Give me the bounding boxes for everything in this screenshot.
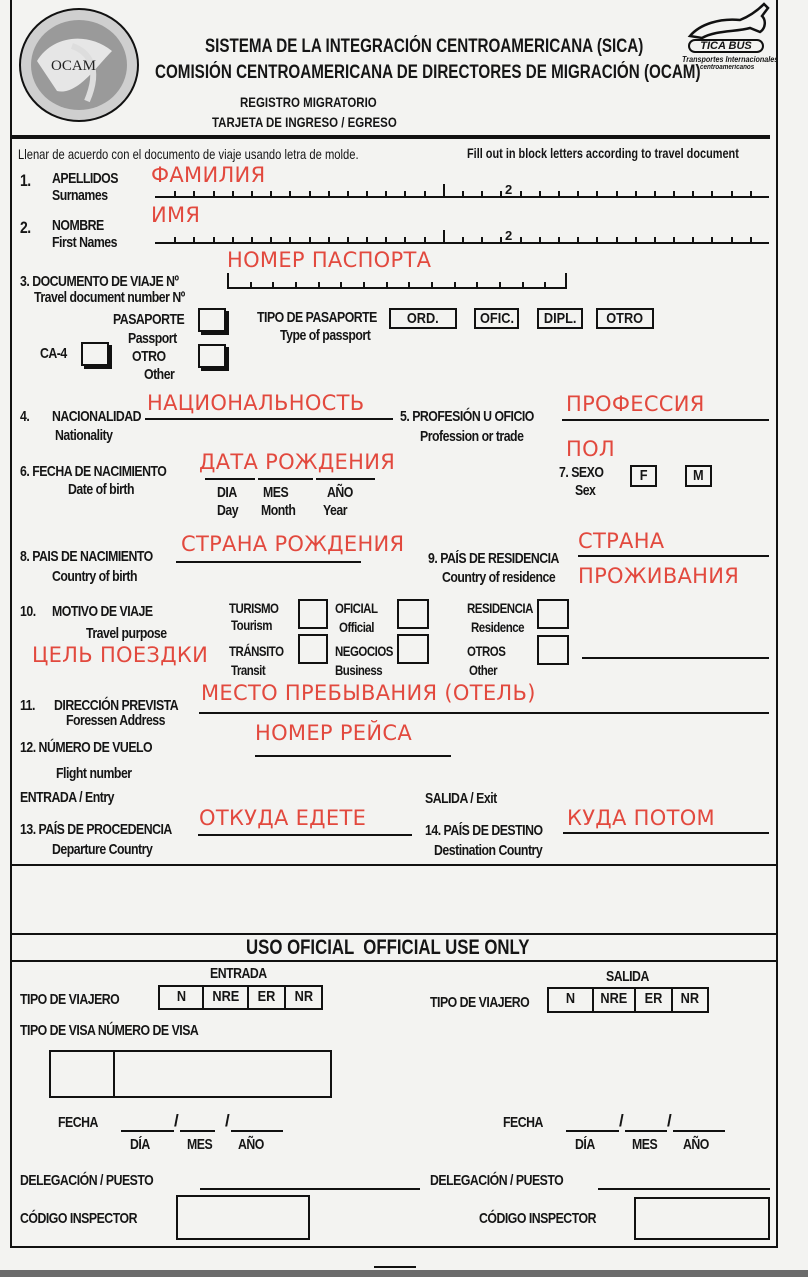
exit-traveler-nr[interactable]: NR	[680, 990, 700, 1007]
flight-hint: НОМЕР РЕЙСА	[255, 721, 413, 745]
form-bottom-border	[10, 1246, 778, 1248]
exit-date-slash-1: /	[619, 1111, 624, 1130]
comb-tick	[616, 237, 618, 244]
comb-tick	[711, 237, 713, 244]
comb-tick	[386, 282, 388, 289]
purpose-business-en: Business	[335, 662, 383, 678]
page-footer-mark	[374, 1266, 416, 1268]
exit-codigo-label: CÓDIGO INSPECTOR	[479, 1210, 596, 1227]
comb-tick	[500, 191, 502, 198]
section-divider-1	[10, 864, 778, 866]
first-names-marker: 2	[505, 228, 513, 243]
entry-year-label: AÑO	[238, 1136, 264, 1153]
passport-type-otro[interactable]: OTRO	[596, 308, 654, 329]
residence-country-label-es: 9. PAÍS DE RESIDENCIA	[428, 550, 559, 567]
comb-tick	[635, 191, 637, 198]
exit-traveler-type-options	[547, 987, 709, 1013]
comb-tick	[193, 237, 195, 244]
nationality-label-es: NACIONALIDAD	[52, 408, 142, 425]
residence-country-label-en: Country of residence	[442, 569, 556, 586]
exit-traveler-nre[interactable]: NRE	[594, 989, 636, 1011]
sex-label-en: Sex	[575, 482, 596, 499]
entry-traveler-type-label: TIPO DE VIAJERO	[20, 991, 120, 1008]
destination-country-label-en: Destination Country	[434, 842, 543, 859]
purpose-other-en: Other	[469, 662, 498, 678]
birth-country-hint: СТРАНА РОЖДЕНИЯ	[181, 532, 405, 556]
comb-tick	[539, 237, 541, 244]
exit-month-input[interactable]	[625, 1130, 667, 1132]
comb-tick	[363, 282, 365, 289]
address-label-es: DIRECCIÓN PREVISTA	[54, 697, 179, 714]
birth-day-label-es: DIA	[217, 484, 237, 501]
passport-type-ofic[interactable]: OFIC.	[474, 308, 519, 329]
nationality-label-en: Nationality	[55, 427, 113, 444]
nationality-hint: НАЦИОНАЛЬНОСТЬ	[147, 391, 365, 415]
birth-country-label-es: 8. PAIS DE NACIMIENTO	[20, 548, 153, 565]
nationality-input[interactable]	[145, 418, 393, 420]
nationality-num: 4.	[20, 408, 30, 425]
first-names-num: 2.	[20, 218, 31, 237]
exit-label: SALIDA / Exit	[425, 790, 497, 807]
ocam-logo	[17, 6, 141, 124]
residence-country-input[interactable]	[578, 555, 769, 557]
comb-tick	[558, 191, 560, 198]
surnames-num: 1.	[20, 171, 31, 190]
comb-tick	[616, 191, 618, 198]
instructions-en: Fill out in block letters according to travel document	[467, 145, 739, 161]
comb-tick	[577, 237, 579, 244]
birth-day-label-en: Day	[217, 502, 239, 519]
comb-tick	[431, 282, 433, 289]
page-edge	[0, 1270, 808, 1277]
entry-day-label: DÍA	[130, 1136, 150, 1153]
visa-label: TIPO DE VISA NÚMERO DE VISA	[20, 1022, 199, 1039]
passport-type-dipl[interactable]: DIPL.	[537, 308, 583, 329]
flight-input[interactable]	[255, 755, 451, 757]
first-names-hint: ИМЯ	[151, 203, 201, 227]
birth-country-input[interactable]	[176, 561, 361, 563]
comb-tick	[251, 237, 253, 244]
travel-doc-input[interactable]	[227, 273, 567, 289]
comb-tick	[366, 191, 368, 198]
birth-date-label-en: Date of birth	[68, 481, 135, 498]
address-num: 11.	[20, 697, 35, 714]
entry-date-slash-1: /	[174, 1111, 179, 1130]
official-salida-label: SALIDA	[606, 968, 649, 985]
comb-tick	[522, 282, 524, 289]
birth-year-input[interactable]	[316, 478, 375, 480]
travel-purpose-num: 10.	[20, 603, 36, 620]
birth-month-label-en: Month	[261, 502, 296, 519]
comb-tick	[424, 191, 426, 198]
entry-traveler-nre[interactable]: NRE	[204, 987, 249, 1008]
purpose-transit-es: TRÁNSITO	[229, 643, 284, 659]
comb-tick	[750, 191, 752, 198]
surnames-hint: ФАМИЛИЯ	[151, 163, 266, 187]
travel-purpose-label-en: Travel purpose	[86, 625, 167, 642]
comb-tick	[673, 237, 675, 244]
destination-country-label-es: 14. PAÍS DE DESTINO	[425, 822, 543, 839]
sex-m-checkbox[interactable]: M	[685, 465, 712, 487]
header-title-sica: SISTEMA DE LA INTEGRACIÓN CENTROAMERICANA (SICA)	[205, 36, 644, 57]
profession-hint: ПРОФЕССИЯ	[566, 392, 705, 416]
entry-month-input[interactable]	[180, 1130, 215, 1132]
sex-f-checkbox[interactable]: F	[630, 465, 657, 487]
entry-traveler-n[interactable]: N	[160, 987, 204, 1008]
entry-traveler-er[interactable]: ER	[249, 987, 286, 1008]
exit-year-input[interactable]	[673, 1130, 725, 1132]
official-entrada-label: ENTRADA	[210, 965, 267, 982]
comb-tick	[711, 191, 713, 198]
departure-country-label-en: Departure Country	[52, 841, 153, 858]
residence-country-hint-1: СТРАНА	[578, 529, 665, 553]
travel-doc-label-en: Travel document number Nº	[34, 289, 185, 306]
purpose-official-en: Official	[339, 619, 374, 635]
comb-tick	[251, 191, 253, 198]
visa-number-input[interactable]	[115, 1052, 330, 1096]
comb-tick	[232, 191, 234, 198]
exit-fecha-label: FECHA	[503, 1114, 543, 1131]
comb-tick	[340, 282, 342, 289]
entry-codigo-input[interactable]	[176, 1195, 310, 1240]
comb-tick	[731, 237, 733, 244]
header-divider	[10, 135, 770, 139]
visa-type-input[interactable]	[51, 1052, 115, 1096]
header-title-ocam: COMISIÓN CENTROAMERICANA DE DIRECTORES DE MIGRACIÓN (OCAM)	[155, 62, 701, 83]
ocam-logo-text: OCAM	[51, 58, 97, 74]
sex-hint: ПОЛ	[566, 437, 616, 461]
comb-tick	[635, 237, 637, 244]
header-registro: REGISTRO MIGRATORIO	[240, 94, 377, 110]
form-right-border	[776, 0, 778, 1247]
section-divider-3	[10, 960, 778, 962]
comb-tick	[596, 237, 598, 244]
entry-traveler-nr[interactable]: NR	[294, 988, 313, 1005]
comb-tick	[520, 191, 522, 198]
comb-tick	[385, 191, 387, 198]
purpose-tourism-en: Tourism	[231, 617, 272, 633]
destination-country-hint: КУДА ПОТОМ	[567, 806, 715, 830]
profession-label-es: 5. PROFESIÓN U OFICIO	[400, 408, 534, 425]
comb-tick	[520, 237, 522, 244]
other-doc-label: Other	[144, 366, 175, 383]
exit-month-label: MES	[632, 1136, 658, 1153]
comb-tick	[193, 191, 195, 198]
sex-label-es: 7. SEXO	[559, 464, 604, 481]
profession-label-en: Profession or trade	[420, 428, 524, 445]
flight-label-en: Flight number	[56, 765, 132, 782]
address-input[interactable]	[199, 712, 769, 714]
purpose-tourism-es: TURISMO	[229, 600, 279, 616]
comb-tick	[481, 191, 483, 198]
entry-year-input[interactable]	[231, 1130, 283, 1132]
first-names-input[interactable]	[155, 228, 769, 244]
purpose-official-checkbox[interactable]	[397, 599, 429, 629]
comb-tick	[347, 191, 349, 198]
travel-doc-hint: НОМЕР ПАСПОРТА	[227, 248, 432, 272]
entry-fecha-label: FECHA	[58, 1114, 98, 1131]
departure-country-hint: ОТКУДА ЕДЕТЕ	[199, 806, 367, 830]
comb-tick	[328, 191, 330, 198]
purpose-residence-checkbox[interactable]	[537, 599, 569, 629]
passport-label: Passport	[128, 330, 177, 347]
instructions-es: Llenar de acuerdo con el documento de viaje usando letra de molde.	[18, 146, 359, 162]
comb-tick	[558, 237, 560, 244]
comb-tick	[443, 184, 445, 198]
purpose-residence-en: Residence	[471, 619, 525, 635]
comb-tick	[481, 237, 483, 244]
comb-tick	[424, 237, 426, 244]
section-divider-2	[10, 933, 778, 935]
travel-purpose-hint: ЦЕЛЬ ПОЕЗДКИ	[32, 643, 209, 667]
exit-date-slash-2: /	[667, 1111, 672, 1130]
comb-tick	[213, 191, 215, 198]
exit-day-label: DÍA	[575, 1136, 595, 1153]
comb-tick	[328, 237, 330, 244]
comb-tick	[318, 282, 320, 289]
comb-tick	[750, 237, 752, 244]
birth-year-label-es: AÑO	[327, 484, 353, 501]
surnames-input[interactable]	[155, 182, 769, 198]
comb-tick	[454, 282, 456, 289]
comb-tick	[408, 282, 410, 289]
comb-tick	[577, 191, 579, 198]
exit-delegacion-label: DELEGACIÓN / PUESTO	[430, 1172, 564, 1189]
profession-input[interactable]	[562, 419, 769, 421]
comb-tick	[539, 191, 541, 198]
comb-tick	[295, 282, 297, 289]
birth-year-label-en: Year	[323, 502, 348, 519]
comb-tick	[366, 237, 368, 244]
exit-delegacion-input[interactable]	[598, 1188, 770, 1190]
comb-tick	[270, 191, 272, 198]
departure-country-input[interactable]	[198, 834, 412, 836]
comb-tick	[289, 191, 291, 198]
comb-tick	[692, 191, 694, 198]
purpose-tourism-checkbox[interactable]	[298, 599, 328, 629]
comb-tick	[232, 237, 234, 244]
surnames-marker: 2	[505, 182, 513, 197]
official-use-title: USO OFICIAL OFFICIAL USE ONLY	[246, 936, 530, 959]
passport-type-label-es: TIPO DE PASAPORTE	[257, 309, 377, 326]
comb-tick	[250, 282, 252, 289]
departure-country-label-es: 13. PAÍS DE PROCEDENCIA	[20, 821, 172, 838]
comb-tick	[500, 237, 502, 244]
purpose-other-es: OTROS	[467, 643, 506, 659]
comb-tick	[309, 237, 311, 244]
pasaporte-checkbox[interactable]	[198, 308, 226, 332]
exit-year-label: AÑO	[683, 1136, 709, 1153]
comb-tick	[476, 282, 478, 289]
birth-date-hint: ДАТА РОЖДЕНИЯ	[199, 450, 396, 474]
entry-delegacion-input[interactable]	[200, 1188, 420, 1190]
comb-tick	[404, 237, 406, 244]
tica-bus-badge	[688, 39, 764, 53]
purpose-other-input[interactable]	[582, 657, 769, 659]
comb-tick	[654, 237, 656, 244]
birth-month-input[interactable]	[258, 478, 313, 480]
birth-date-input[interactable]	[205, 464, 375, 480]
comb-tick	[692, 237, 694, 244]
destination-country-input[interactable]	[563, 832, 769, 834]
entry-label: ENTRADA / Entry	[20, 789, 114, 806]
comb-tick	[731, 191, 733, 198]
comb-tick	[462, 191, 464, 198]
entry-month-label: MES	[187, 1136, 213, 1153]
address-hint: МЕСТО ПРЕБЫВАНИЯ (ОТЕЛЬ)	[201, 681, 536, 705]
purpose-residence-es: RESIDENCIA	[467, 600, 533, 616]
entry-delegacion-label: DELEGACIÓN / PUESTO	[20, 1172, 154, 1189]
exit-traveler-n[interactable]: N	[549, 989, 594, 1011]
form-left-border	[10, 0, 12, 1247]
purpose-other-checkbox[interactable]	[537, 635, 569, 665]
otro-doc-label: OTRO	[132, 348, 166, 365]
comb-tick	[309, 191, 311, 198]
comb-tick	[544, 282, 546, 289]
entry-day-input[interactable]	[121, 1130, 174, 1132]
first-names-label-en: First Names	[52, 234, 118, 251]
birth-country-label-en: Country of birth	[52, 568, 138, 585]
exit-codigo-input[interactable]	[634, 1197, 770, 1240]
purpose-official-es: OFICIAL	[335, 600, 378, 616]
comb-tick	[499, 282, 501, 289]
travel-doc-label-es: 3. DOCUMENTO DE VIAJE Nº	[20, 273, 179, 290]
comb-tick	[385, 237, 387, 244]
tica-bus-sub2: centroamericanos	[700, 64, 755, 71]
comb-tick	[174, 237, 176, 244]
tica-bus-name: TICA BUS	[700, 40, 752, 52]
comb-tick	[443, 230, 445, 244]
purpose-transit-en: Transit	[231, 662, 266, 678]
exit-day-input[interactable]	[566, 1130, 619, 1132]
purpose-transit-checkbox[interactable]	[298, 634, 328, 664]
comb-tick	[272, 282, 274, 289]
ca4-checkbox[interactable]	[81, 342, 109, 366]
first-names-label-es: NOMBRE	[52, 217, 104, 234]
comb-tick	[213, 237, 215, 244]
birth-day-input[interactable]	[205, 478, 255, 480]
comb-tick	[270, 237, 272, 244]
visa-input-box	[49, 1050, 332, 1098]
entry-codigo-label: CÓDIGO INSPECTOR	[20, 1210, 137, 1227]
comb-tick	[654, 191, 656, 198]
exit-traveler-er[interactable]: ER	[636, 989, 673, 1011]
comb-tick	[347, 237, 349, 244]
purpose-business-es: NEGOCIOS	[335, 643, 393, 659]
birth-month-label-es: MES	[263, 484, 289, 501]
otro-doc-checkbox[interactable]	[198, 344, 226, 368]
comb-tick	[462, 237, 464, 244]
purpose-business-checkbox[interactable]	[397, 634, 429, 664]
entry-traveler-type-options	[158, 985, 323, 1010]
surnames-label-en: Surnames	[52, 187, 108, 204]
exit-traveler-type-label: TIPO DE VIAJERO	[430, 994, 530, 1011]
birth-date-label-es: 6. FECHA DE NACIMIENTO	[20, 463, 167, 480]
flight-label-es: 12. NÚMERO DE VUELO	[20, 739, 153, 756]
comb-tick	[289, 237, 291, 244]
comb-tick	[404, 191, 406, 198]
header-tarjeta: TARJETA DE INGRESO / EGRESO	[212, 114, 397, 130]
address-label-en: Foressen Address	[66, 712, 166, 729]
ca4-label: CA-4	[40, 345, 67, 362]
travel-purpose-label-es: MOTIVO DE VIAJE	[52, 603, 153, 620]
pasaporte-label: PASAPORTE	[113, 311, 185, 328]
passport-type-label-en: Type of passport	[280, 327, 371, 344]
comb-tick	[174, 191, 176, 198]
residence-country-hint-2: ПРОЖИВАНИЯ	[578, 564, 740, 588]
entry-date-slash-2: /	[225, 1111, 230, 1130]
surnames-label-es: APELLIDOS	[52, 170, 118, 187]
passport-type-ord[interactable]: ORD.	[389, 308, 457, 329]
comb-tick	[596, 191, 598, 198]
tica-bus-logo	[680, 2, 779, 76]
comb-tick	[673, 191, 675, 198]
tica-bus-sub1: Transportes Internacionales	[682, 55, 779, 64]
